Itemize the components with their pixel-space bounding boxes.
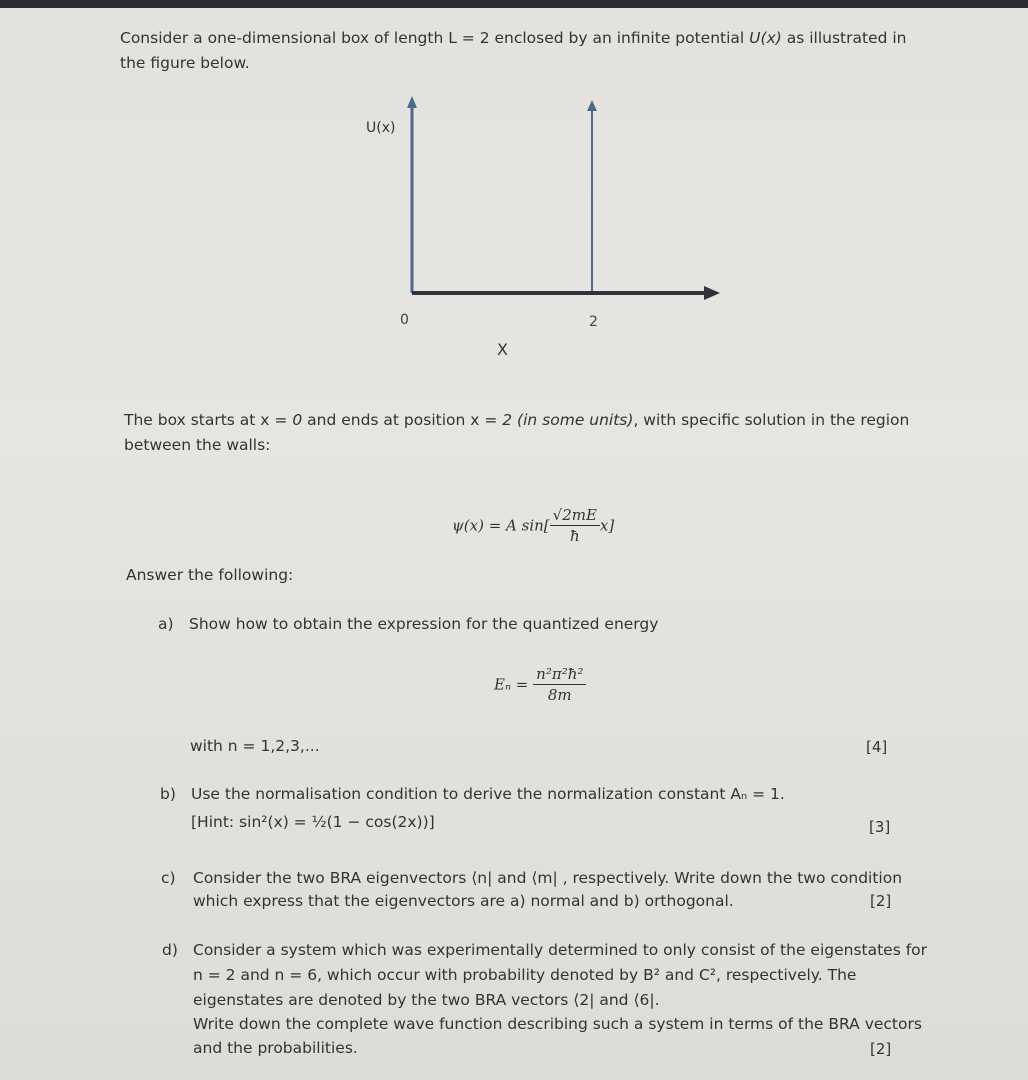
intro-text-end: as illustrated in [781,29,907,47]
question-c-line-2: which express that the eigenvectors are a) normal and b) orthogonal. [193,892,734,910]
question-a-marks: [4] [866,738,888,756]
question-d-line-3: eigenstates are denoted by the two BRA vectors ⟨2| and ⟨6|. [193,991,660,1009]
question-d-line-5: and the probabilities. [193,1039,358,1057]
description-text-mid: and ends at position x = [302,411,503,429]
question-c-label: c) [161,869,176,887]
wavefunction-fraction [550,505,600,546]
wavefunction-denominator: ħ [569,527,580,545]
tick-label-zero: 0 [400,312,409,328]
potential-well-figure [0,8,1028,368]
intro-text: Consider a one-dimensional box of length L = 2 enclosed by an infinite potential [120,29,750,47]
question-a-text: Show how to obtain the expression for the quantized energy [189,615,659,633]
energy-lhs: Eₙ = [494,675,529,694]
question-d-line-2: n = 2 and n = 6, which occur with probability denoted by B² and C², respectively. The [193,966,857,984]
question-a-label: a) [158,615,174,633]
description-line-2: between the walls: [124,436,271,454]
question-b-label: b) [160,785,176,803]
answer-prompt: Answer the following: [126,566,294,584]
wavefunction-lhs: ψ(x) = A sin[ [452,516,550,535]
question-b-text: Use the normalisation condition to derive the normalization constant Aₙ = 1. [191,785,785,803]
question-a-with: with n = 1,2,3,... [190,737,320,755]
intro-ux: U(x) [749,29,782,47]
question-d-line-4: Write down the complete wave function describing such a system in terms of the BRA vectors [193,1015,922,1033]
description-two: 2 (in some units) [502,411,634,429]
document-page [0,8,1028,1080]
description-text-end: , with specific solution in the region [633,411,910,429]
question-c-line-1: Consider the two BRA eigenvectors ⟨n| and ⟨m| , respectively. Write down the two condition [193,869,903,887]
energy-denominator: 8m [547,686,572,704]
right-wall-arrow-icon [587,100,597,111]
energy-numerator: n²π²ħ² [533,664,586,685]
left-wall-arrow-icon [407,96,417,108]
question-b-marks: [3] [869,818,891,836]
energy-fraction [533,664,586,705]
question-d-label: d) [162,941,178,959]
description-line-1 [124,408,909,433]
description-zero: 0 [292,411,303,429]
tick-label-two: 2 [589,314,598,330]
intro-line-2: the figure below. [120,54,250,72]
wavefunction-numerator: √2mE [550,505,600,526]
x-axis-arrow-icon [704,286,720,300]
question-b-hint: [Hint: sin²(x) = ½(1 − cos(2x))] [191,813,435,831]
y-axis-label: U(x) [366,120,396,136]
question-d-marks: [2] [870,1040,892,1058]
question-c-marks: [2] [870,892,892,910]
description-text: The box starts at x = [124,411,293,429]
question-d-line-1: Consider a system which was experimentally determined to only consist of the eigenstates for [193,941,928,959]
wavefunction-equation [452,505,614,546]
wavefunction-rhs: x] [599,516,615,535]
energy-equation [494,664,586,705]
x-axis-label: X [497,340,508,359]
